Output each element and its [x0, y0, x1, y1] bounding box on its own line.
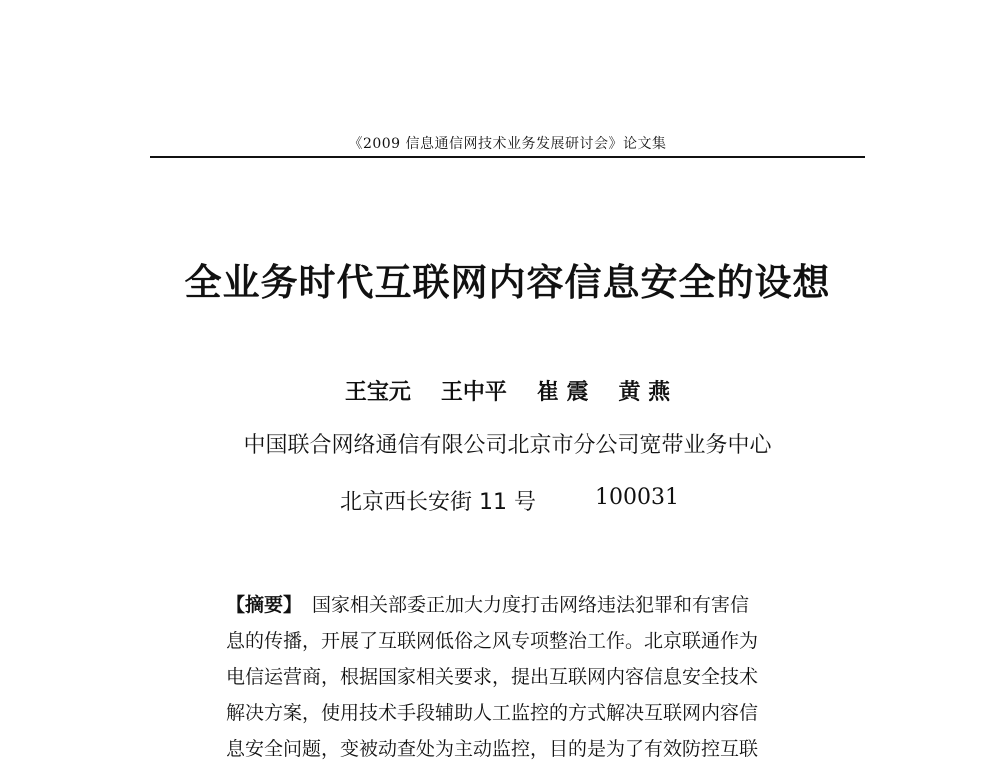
author-name: 王宝元 — [344, 380, 411, 405]
abstract-text: 国家相关部委正加大力度打击网络违法犯罪和有害信 — [312, 594, 750, 616]
author-list — [100, 375, 915, 406]
abstract-line: 息的传播，开展了互联网低俗之风专项整治工作。北京联通作为 — [226, 630, 759, 652]
abstract-line: 解决方案，使用技术手段辅助人工监控的方式解决互联网内容信 — [226, 702, 759, 724]
author-name: 崔 震 — [536, 380, 589, 405]
header-rule — [150, 156, 865, 158]
abstract — [226, 587, 796, 760]
author-name: 王中平 — [440, 380, 507, 405]
affiliation: 中国联合网络通信有限公司北京市分公司宽带业务中心 — [243, 433, 772, 458]
abstract-label: 【摘要】 — [226, 594, 303, 616]
abstract-line: 息安全问题，变被动查处为主动监控，目的是为了有效防控互联 — [226, 738, 759, 760]
abstract-line — [226, 587, 796, 623]
address: 北京西长安街 11 号 — [340, 490, 536, 515]
paper-title: 全业务时代互联网内容信息安全的设想 — [184, 261, 831, 304]
running-header: 《2009 信息通信网技术业务发展研讨会》论文集 — [348, 136, 667, 152]
author-name: 黄 燕 — [618, 380, 671, 405]
postcode: 100031 — [595, 485, 679, 510]
abstract-line: 电信运营商，根据国家相关要求，提出互联网内容信息安全技术 — [226, 666, 759, 688]
